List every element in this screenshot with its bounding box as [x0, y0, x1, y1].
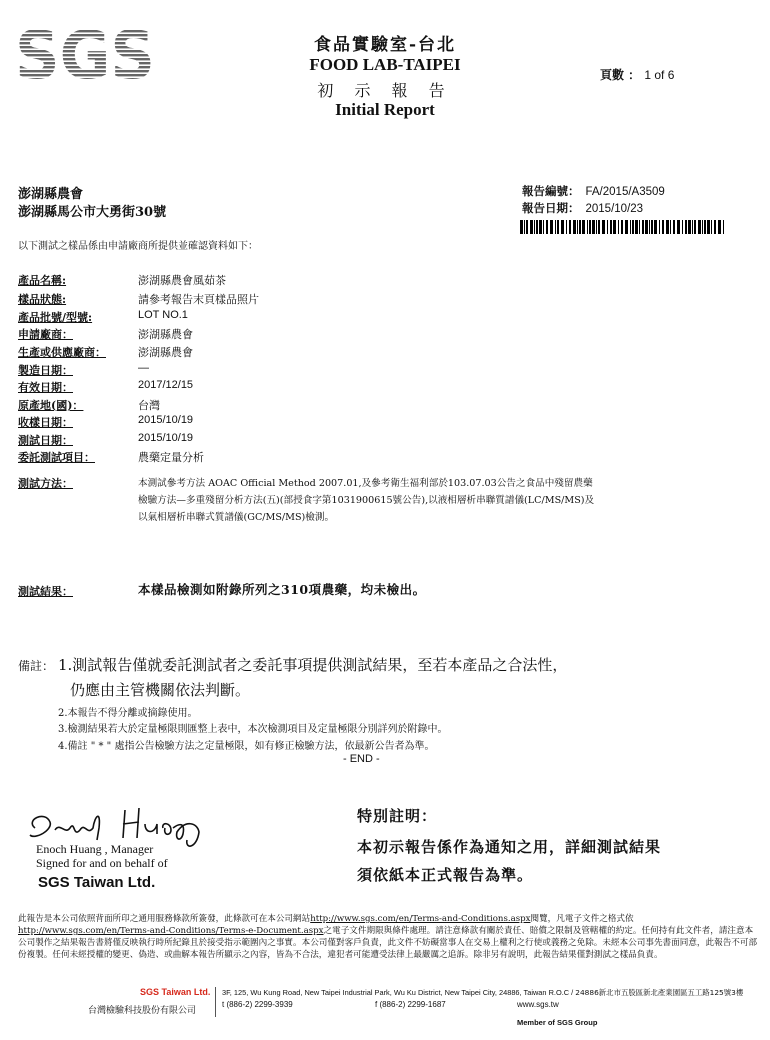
footer-company-zh: 台灣檢驗科技股份有限公司 — [88, 1006, 197, 1016]
report-type-zh: 初 示 報 告 — [317, 81, 453, 100]
sgs-taiwan-name: SGS Taiwan Ltd. — [38, 874, 156, 891]
notes-label: 備註： — [18, 659, 55, 673]
note-1a: 1.測試報告僅就委託測試者之委託事項提供測試結果，至若本產品之合法性， — [58, 656, 568, 674]
terms-link[interactable]: http://www.sgs.com/en/Terms-and-Conditions.aspx — [310, 914, 531, 924]
report-number — [522, 183, 665, 199]
method-line-2: 檢驗方法—多重殘留分析方法(五)(部授食字第1031900615號公告),以液相層析串聯質譜儀(LC/MS/MS)及 — [138, 495, 595, 506]
field-label: 產品批號/型號: — [18, 311, 93, 324]
result-label: 測試結果： — [18, 585, 73, 598]
report-date — [522, 200, 643, 216]
special-line-2: 須依紙本正式報告為準。 — [357, 866, 534, 884]
field-value: 澎湖縣農會 — [138, 328, 193, 341]
report-number-value: FA/2015/A3509 — [585, 186, 665, 198]
report-date-label: 報告日期： — [522, 201, 580, 215]
footer-member: Member of SGS Group — [517, 1018, 598, 1027]
field-value: 請參考報告末頁樣品照片 — [138, 293, 259, 306]
field-label: 製造日期： — [18, 364, 73, 377]
client-name: 澎湖縣農會 — [18, 187, 84, 202]
report-number-label: 報告編號： — [522, 184, 580, 198]
method-text — [138, 475, 733, 526]
footer-divider — [215, 987, 216, 1017]
field-value: 農藥定量分析 — [138, 451, 204, 464]
intro-text: 以下測試之樣品係由申請廠商所提供並確認資料如下： — [18, 241, 258, 252]
method-label: 測試方法： — [18, 477, 73, 490]
footer-address-zh: 24886新北市五股區新北產業園區五工路125號3樓 — [575, 988, 744, 997]
page-label: 頁數 ： — [600, 68, 641, 82]
lab-title-en: FOOD LAB-TAIPEI — [309, 55, 461, 74]
field-value: 2015/10/19 — [138, 432, 194, 444]
barcode — [520, 220, 725, 234]
field-value: 2015/10/19 — [138, 414, 194, 426]
e-document-link[interactable]: http://www.sgs.com/en/Terms-and-Conditions/Terms-e-Document.aspx — [18, 926, 324, 936]
note-1 — [58, 653, 698, 703]
disclaimer-p3: 之電子文件期限與條件處理。請注意條款有關於責任、賠償之限制及管轄權的約定。任何持有此文件者，請注意本公司製作之結果報告書將僅反映執行時所紀錄且於接受指示範圍內之事實。本公司僅對客戶負責，此文件不妨礙當事人在交易上權利之行使或義務之免除。未經本公司事先書面同意，此報告不可部份複製。任何未經授權的變更、偽造、或曲解本報告所顯示之內容，皆為不合法，違犯者可能遭受法律上最嚴厲之追訴。除非另有說明，此報告結果僅對測試之樣品負責。 — [18, 926, 758, 960]
footer-address — [222, 987, 743, 998]
method-line-1: 本測試參考方法 AOAC Official Method 2007.01,及參考衛生福利部於103.07.03公告之食品中殘留農藥 — [138, 478, 593, 489]
footer-web[interactable]: www.sgs.tw — [517, 1000, 559, 1009]
signer-name: Enoch Huang , Manager — [36, 842, 154, 856]
svg-text:SGS: SGS — [15, 22, 155, 82]
field-value: 澎湖縣農會風茹茶 — [138, 274, 226, 287]
field-value: LOT NO.1 — [138, 309, 188, 321]
field-label: 生產或供應廠商： — [18, 346, 106, 359]
footer-tel: t (886-2) 2299-3939 — [222, 1000, 293, 1009]
note-1b: 仍應由主管機關依法判斷。 — [70, 681, 251, 699]
sgs-logo — [15, 22, 155, 82]
note-3: 3.檢測結果若大於定量極限則匯整上表中，本次檢測項目及定量極限分別詳列於附錄中。 — [58, 724, 448, 735]
field-label: 原產地(國)： — [18, 399, 84, 412]
lab-title-zh: 食品實驗室-台北 — [313, 35, 457, 55]
field-value: — — [138, 362, 149, 374]
field-value: 2017/12/15 — [138, 379, 194, 391]
field-label: 產品名稱: — [18, 274, 67, 287]
field-label: 樣品狀態: — [18, 293, 67, 306]
footer-fax: f (886-2) 2299-1687 — [375, 1000, 446, 1009]
note-2: 2.本報告不得分離或摘錄使用。 — [58, 708, 198, 719]
field-label: 申請廠商： — [18, 328, 73, 341]
footer-company-en: SGS Taiwan Ltd. — [140, 987, 211, 997]
field-label: 有效日期： — [18, 381, 73, 394]
note-4: 4.備註 " * " 處指公告檢驗方法之定量極限，如有修正檢驗方法，依最新公告者為準。 — [58, 741, 435, 752]
end-marker: - END - — [343, 753, 380, 765]
disclaimer — [18, 913, 758, 961]
special-line-1: 本初示報告係作為通知之用，詳細測試結果 — [357, 838, 662, 856]
signer-block — [36, 842, 168, 870]
page-number — [600, 66, 674, 83]
field-value: 台灣 — [138, 399, 160, 412]
report-type-en: Initial Report — [335, 100, 435, 119]
method-line-3: 以氣相層析串聯式質譜儀(GC/MS/MS)檢測。 — [138, 512, 335, 523]
page-value: 1 of 6 — [644, 68, 675, 82]
signed-behalf: Signed for and on behalf of — [36, 856, 168, 870]
field-value: 澎湖縣農會 — [138, 346, 193, 359]
field-label: 測試日期： — [18, 434, 73, 447]
special-title: 特別註明： — [357, 807, 438, 825]
field-label: 收樣日期： — [18, 416, 73, 429]
result-value: 本樣品檢測如附錄所列之310項農藥，均未檢出。 — [138, 582, 426, 597]
footer-address-en: 3F, 125, Wu Kung Road, New Taipei Industrial Park, Wu Ku District, New Taipei City, 24886, Taiwan R.O.C / — [222, 988, 574, 997]
disclaimer-p1: 此報告是本公司依照背面所印之通用服務條款所簽發，此條款可在本公司網站 — [18, 914, 311, 924]
report-date-value: 2015/10/23 — [585, 203, 644, 215]
field-label: 委託測試項目： — [18, 451, 95, 464]
disclaimer-p2: 閱覽，凡電子文件之格式依 — [530, 914, 634, 924]
client-address: 澎湖縣馬公市大勇街30號 — [18, 205, 167, 220]
